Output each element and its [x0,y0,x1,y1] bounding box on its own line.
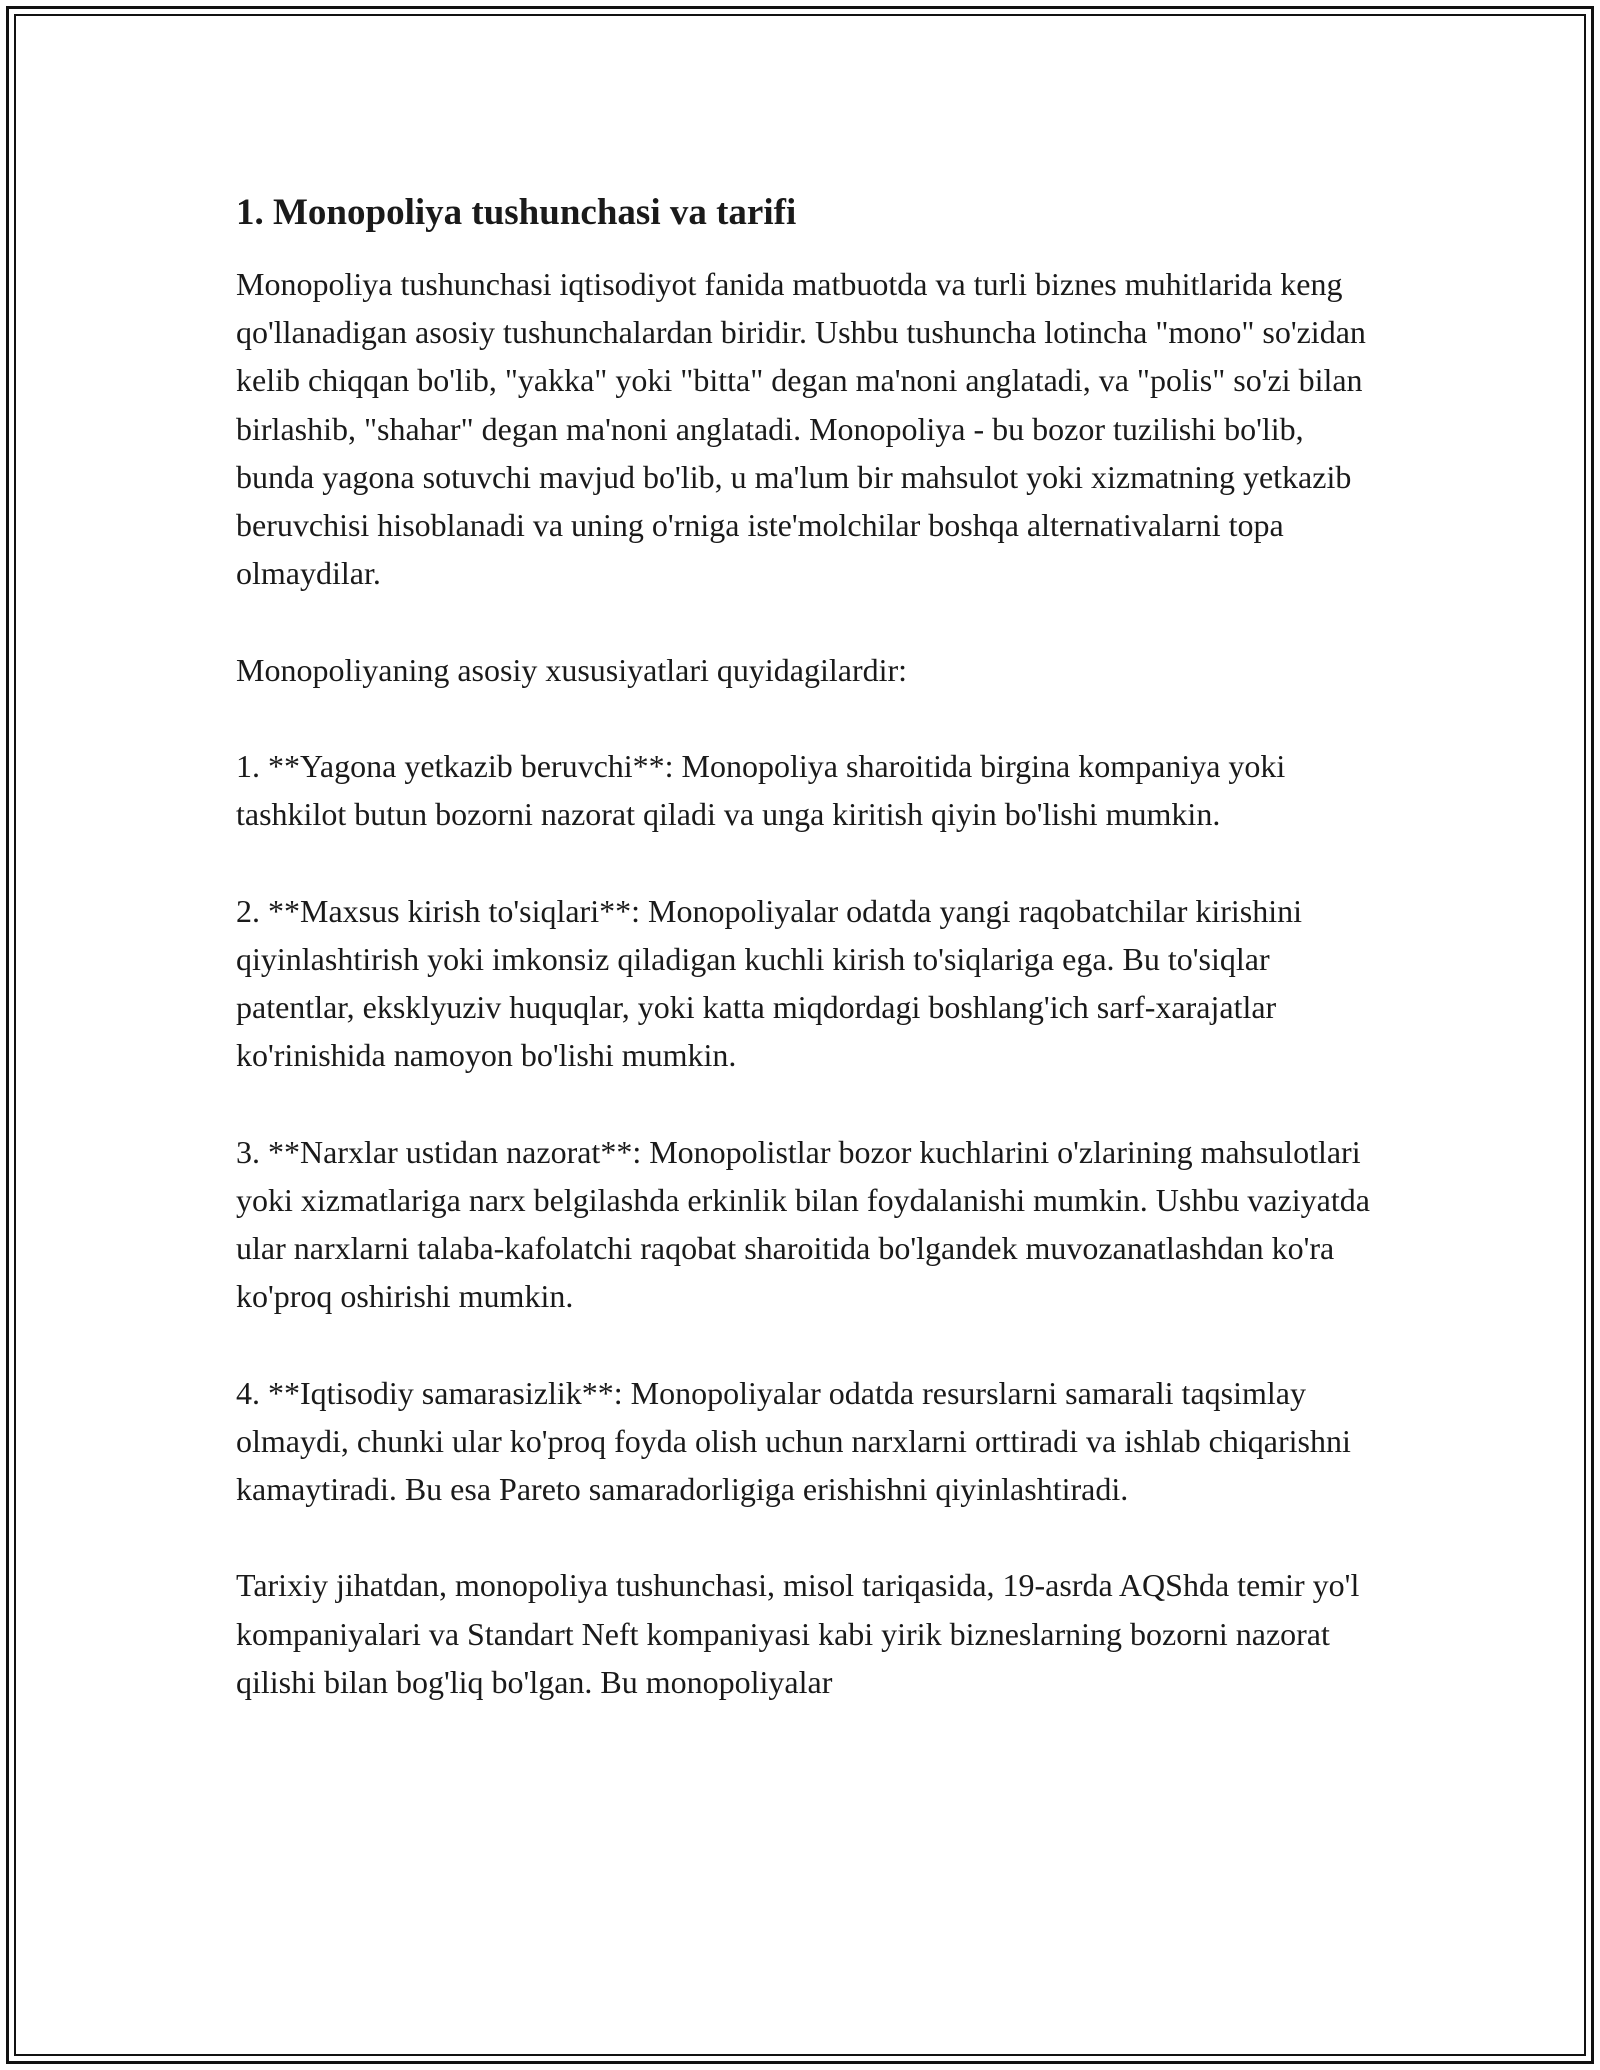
paragraph-gap [236,1513,1376,1561]
list-item-economic-inefficiency: 4. **Iqtisodiy samarasizlik**: Monopoliyalar odatda resurslarni samarali taqsimlay olmaydi, chunki ular ko'proq foyda olish uchun narxlarni orttiradi va ishlab chiqarishni kamaytiradi. Bu esa Pareto samaradorligiga erishishni qiyinlashtiradi. [236,1374,1351,1507]
paragraph-gap [236,694,1376,742]
paragraph-gap [236,838,1376,886]
section-heading: 1. Monopoliya tushunchasi va tarifi [236,192,797,233]
paragraph-gap [236,1320,1376,1368]
list-item-entry-barriers: 2. **Maxsus kirish to'siqlari**: Monopoliyalar odatda yangi raqobatchilar kirishini qiyinlashtirish yoki imkonsiz qiladigan kuchli kirish to'siqlariga ega. Bu to'siqlar patentlar, eksklyuziv huquqlar, yoki katta miqdordagi boshlang'ich sarf-xarajatlar ko'rinishida namoyon bo'lishi mumkin. [236,892,1303,1074]
document-body [236,188,1376,1706]
list-item-single-supplier: 1. **Yagona yetkazib beruvchi**: Monopoliya sharoitida birgina kompaniya yoki tashkilot butun bozorni nazorat qiladi va unga kiritish qiyin bo'lishi mumkin. [236,748,1286,833]
paragraph-history: Tarixiy jihatdan, monopoliya tushunchasi, misol tariqasida, 19-asrda AQShda temir yo'l kompaniyalari va Standart Neft kompaniyasi kabi yirik bizneslarning bozorni nazorat qilishi bilan bog'liq bo'lgan. Bu monopoliyalar [236,1567,1360,1700]
list-item-price-control: 3. **Narxlar ustidan nazorat**: Monopolistlar bozor kuchlarini o'zlarining mahsulotlari yoki xizmatlariga narx belgilashda erkinlik bilan foydalanishi mumkin. Ushbu vaziyatda ular narxlarni talaba-kafolatchi raqobat sharoitida bo'lgandek muvozanatlashdan ko'ra ko'proq oshirishi mumkin. [236,1133,1370,1315]
paragraph-features-intro: Monopoliyaning asosiy xususiyatlari quyidagilardir: [236,651,908,688]
paragraph-gap [236,1079,1376,1127]
paragraph-gap [236,597,1376,645]
paragraph-definition: Monopoliya tushunchasi iqtisodiyot fanida matbuotda va turli biznes muhitlarida keng qo'llanadigan asosiy tushunchalardan biridir. Ushbu tushuncha lotincha "mono" so'zidan kelib chiqqan bo'lib, "yakka" yoki "bitta" degan ma'noni anglatadi, va "polis" so'zi bilan birlashib, "shahar" degan ma'noni anglatadi. Monopoliya - bu bozor tuzilishi bo'lib, bunda yagona sotuvchi mavjud bo'lib, u ma'lum bir mahsulot yoki xizmatning yetkazib beruvchisi hisoblanadi va uning o'rniga iste'molchilar boshqa alternativalarni topa olmaydilar. [236,266,1366,592]
